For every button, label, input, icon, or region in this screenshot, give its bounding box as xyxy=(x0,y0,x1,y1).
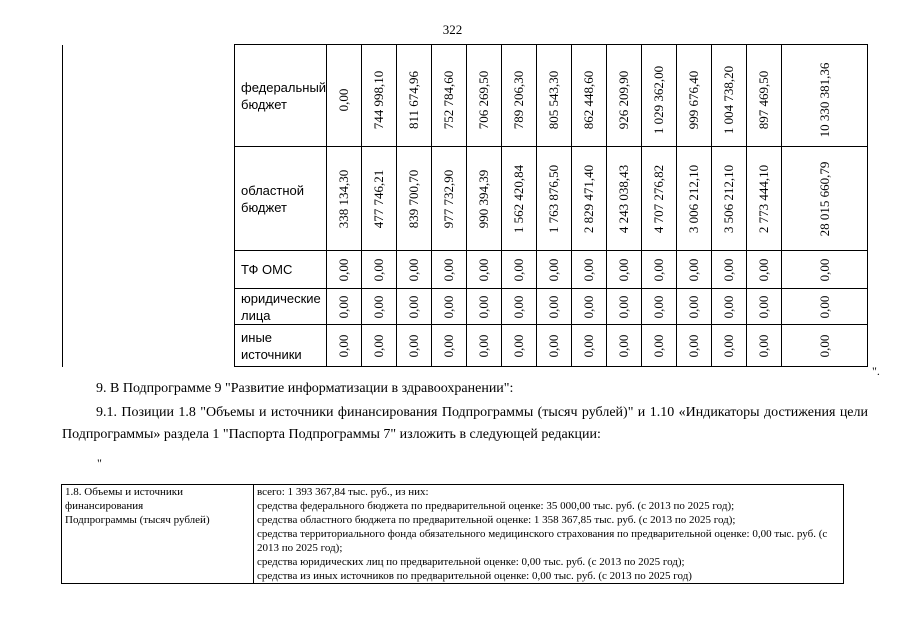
value-cell xyxy=(712,289,747,325)
source-label-line: источники xyxy=(241,346,302,362)
value-text: 990 394,39 xyxy=(476,169,492,228)
value-text: 3 506 212,10 xyxy=(721,164,737,233)
value-text: 4 243 038,43 xyxy=(616,164,632,233)
value-cell xyxy=(677,289,712,325)
value-text: 0,00 xyxy=(546,295,562,318)
passport-table xyxy=(61,484,844,584)
value-cell xyxy=(572,325,607,367)
empty-cell xyxy=(63,289,235,325)
value-text: 0,00 xyxy=(336,334,352,357)
value-cell xyxy=(642,251,677,289)
value-text: 477 746,21 xyxy=(371,169,387,228)
total-cell xyxy=(782,147,868,251)
value-cell xyxy=(502,45,537,147)
funding-row xyxy=(63,289,868,325)
value-cell xyxy=(362,147,397,251)
value-cell xyxy=(502,289,537,325)
value-text: 1 562 420,84 xyxy=(511,164,527,233)
value-text: 0,00 xyxy=(651,295,667,318)
value-text: 789 206,30 xyxy=(511,70,527,129)
empty-cell xyxy=(63,147,235,251)
source-label xyxy=(235,325,327,367)
source-label-line: лица xyxy=(241,307,271,323)
value-cell xyxy=(362,325,397,367)
value-cell xyxy=(572,289,607,325)
value-cell xyxy=(607,289,642,325)
value-cell xyxy=(362,289,397,325)
passport-line: средства федерального бюджета по предварительной оценке: 35 000,00 тыс. руб. (с 2013 по 2025 год); xyxy=(257,500,735,512)
value-cell xyxy=(327,251,362,289)
value-cell xyxy=(432,147,467,251)
value-cell xyxy=(467,45,502,147)
value-text: 897 469,50 xyxy=(756,70,772,129)
value-text: 0,00 xyxy=(721,295,737,318)
source-label xyxy=(235,251,327,289)
value-text: 0,00 xyxy=(441,258,457,281)
source-label xyxy=(235,289,327,325)
value-text: 0,00 xyxy=(616,334,632,357)
passport-line: средства из иных источников по предварительной оценке: 0,00 тыс. руб. (с 2013 по 2025 год) xyxy=(257,570,692,582)
value-text: 0,00 xyxy=(721,258,737,281)
value-text: 0,00 xyxy=(581,295,597,318)
passport-label-line: 1.8. Объемы и источники xyxy=(65,486,184,498)
value-text: 0,00 xyxy=(511,258,527,281)
value-cell xyxy=(747,325,782,367)
value-cell xyxy=(327,289,362,325)
source-label xyxy=(235,147,327,251)
value-text: 862 448,60 xyxy=(581,70,597,129)
value-text: 752 784,60 xyxy=(441,70,457,129)
value-cell xyxy=(397,147,432,251)
value-cell xyxy=(502,147,537,251)
value-text: 0,00 xyxy=(721,334,737,357)
source-label-line: бюджет xyxy=(241,96,287,112)
empty-cell xyxy=(63,45,235,147)
value-text: 1 029 362,00 xyxy=(651,65,667,134)
total-cell xyxy=(782,325,868,367)
total-text: 10 330 381,36 xyxy=(816,62,832,137)
source-label-line: федеральный xyxy=(241,79,327,95)
paragraph-subprogram-9: 9. В Подпрограмме 9 "Развитие информатизации в здравоохранении": xyxy=(96,381,514,396)
passport-line: всего: 1 393 367,84 тыс. руб., из них: xyxy=(257,486,429,498)
source-label-line: иные xyxy=(241,329,273,345)
empty-cell xyxy=(63,325,235,367)
value-cell xyxy=(747,251,782,289)
value-text: 0,00 xyxy=(651,334,667,357)
value-text: 0,00 xyxy=(476,334,492,357)
value-text: 0,00 xyxy=(371,334,387,357)
value-text: 0,00 xyxy=(476,258,492,281)
value-text: 0,00 xyxy=(581,258,597,281)
value-cell xyxy=(607,147,642,251)
value-cell xyxy=(537,289,572,325)
value-cell xyxy=(747,289,782,325)
value-cell xyxy=(397,289,432,325)
value-cell xyxy=(712,45,747,147)
value-text: 744 998,10 xyxy=(371,70,387,129)
source-label-line: областной xyxy=(241,182,305,198)
value-text: 0,00 xyxy=(616,295,632,318)
value-text: 0,00 xyxy=(546,334,562,357)
total-text: 0,00 xyxy=(816,258,832,281)
source-label xyxy=(235,45,327,147)
value-cell xyxy=(502,325,537,367)
value-text: 839 700,70 xyxy=(406,169,422,228)
value-cell xyxy=(677,147,712,251)
value-text: 0,00 xyxy=(686,334,702,357)
funding-table xyxy=(62,44,868,367)
value-cell xyxy=(327,147,362,251)
value-cell xyxy=(362,45,397,147)
paragraph-9-1: 9.1. Позиции 1.8 "Объемы и источники финансирования Подпрограммы (тысяч рублей)" и 1.10 «Индикаторы достижения цели Подпрограммы» раздела 1 "Паспорта Подпрограммы 7" изложить в следующей редакции: xyxy=(62,405,868,442)
page-number: 322 xyxy=(442,22,463,37)
value-cell xyxy=(747,45,782,147)
value-text: 1 763 876,50 xyxy=(546,164,562,233)
value-text: 0,00 xyxy=(336,258,352,281)
value-text: 3 006 212,10 xyxy=(686,164,702,233)
value-cell xyxy=(712,325,747,367)
value-cell xyxy=(712,147,747,251)
passport-label-cell xyxy=(62,485,254,584)
value-text: 1 004 738,20 xyxy=(721,65,737,134)
value-text: 0,00 xyxy=(441,334,457,357)
value-text: 926 209,90 xyxy=(616,70,632,129)
value-cell xyxy=(747,147,782,251)
value-text: 977 732,90 xyxy=(441,169,457,228)
value-cell xyxy=(607,325,642,367)
passport-line: средства юридических лиц по предварительной оценке: 0,00 тыс. руб. (с 2013 по 2025 год); xyxy=(257,556,685,568)
value-cell xyxy=(677,45,712,147)
value-cell xyxy=(502,251,537,289)
value-cell xyxy=(607,45,642,147)
value-text: 999 676,40 xyxy=(686,70,702,129)
funding-row xyxy=(63,325,868,367)
value-text: 0,00 xyxy=(756,334,772,357)
empty-cell xyxy=(63,251,235,289)
value-text: 811 674,96 xyxy=(406,70,422,129)
value-text: 0,00 xyxy=(336,88,352,111)
value-cell xyxy=(677,251,712,289)
value-text: 0,00 xyxy=(371,295,387,318)
value-cell xyxy=(397,325,432,367)
value-text: 0,00 xyxy=(476,295,492,318)
total-cell xyxy=(782,45,868,147)
value-text: 0,00 xyxy=(616,258,632,281)
total-text: 0,00 xyxy=(816,295,832,318)
opening-quote: " xyxy=(97,456,102,470)
value-text: 0,00 xyxy=(406,295,422,318)
value-cell xyxy=(642,45,677,147)
value-cell xyxy=(467,147,502,251)
value-text: 338 134,30 xyxy=(336,169,352,228)
passport-label-line: финансирования xyxy=(65,500,144,512)
value-text: 0,00 xyxy=(686,258,702,281)
value-text: 0,00 xyxy=(336,295,352,318)
value-cell xyxy=(572,45,607,147)
value-text: 2 773 444,10 xyxy=(756,164,772,233)
funding-row xyxy=(63,45,868,147)
value-text: 0,00 xyxy=(686,295,702,318)
passport-line: средства территориального фонда обязательного медицинского страхования по предварительной оценке: 0,00 тыс. руб. (с 2013 по 2025 год); xyxy=(257,528,828,554)
value-cell xyxy=(537,45,572,147)
value-cell xyxy=(712,251,747,289)
funding-row xyxy=(63,251,868,289)
funding-row xyxy=(63,147,868,251)
passport-label-line: Подпрограммы (тысяч рублей) xyxy=(65,514,210,526)
value-cell xyxy=(537,251,572,289)
value-cell xyxy=(467,289,502,325)
value-cell xyxy=(467,251,502,289)
value-text: 0,00 xyxy=(406,334,422,357)
total-cell xyxy=(782,289,868,325)
source-label-line: юридические xyxy=(241,290,321,306)
total-text: 28 015 660,79 xyxy=(816,161,832,236)
value-cell xyxy=(537,147,572,251)
value-text: 0,00 xyxy=(651,258,667,281)
value-cell xyxy=(397,251,432,289)
value-text: 805 543,30 xyxy=(546,70,562,129)
value-cell xyxy=(537,325,572,367)
value-cell xyxy=(327,45,362,147)
value-cell xyxy=(467,325,502,367)
value-text: 0,00 xyxy=(756,295,772,318)
value-text: 0,00 xyxy=(371,258,387,281)
value-cell xyxy=(432,45,467,147)
passport-value-cell xyxy=(254,485,844,584)
source-label-line: бюджет xyxy=(241,199,287,215)
value-cell xyxy=(642,147,677,251)
total-text: 0,00 xyxy=(816,334,832,357)
value-cell xyxy=(362,251,397,289)
value-cell xyxy=(327,325,362,367)
value-text: 0,00 xyxy=(441,295,457,318)
value-text: 0,00 xyxy=(581,334,597,357)
value-text: 4 707 276,82 xyxy=(651,164,667,233)
value-text: 0,00 xyxy=(756,258,772,281)
value-text: 2 829 471,40 xyxy=(581,164,597,233)
value-text: 0,00 xyxy=(546,258,562,281)
value-text: 0,00 xyxy=(511,334,527,357)
passport-row xyxy=(62,485,844,584)
value-cell xyxy=(642,289,677,325)
value-cell xyxy=(432,325,467,367)
value-cell xyxy=(642,325,677,367)
closing-quote: ". xyxy=(872,364,880,378)
passport-line: средства областного бюджета по предварительной оценке: 1 358 367,85 тыс. руб. (с 2013 по 2025 год); xyxy=(257,514,736,526)
value-cell xyxy=(572,251,607,289)
value-cell xyxy=(432,289,467,325)
value-cell xyxy=(432,251,467,289)
source-label-line: ТФ ОМС xyxy=(241,262,293,277)
value-text: 706 269,50 xyxy=(476,70,492,129)
value-cell xyxy=(572,147,607,251)
value-text: 0,00 xyxy=(406,258,422,281)
value-text: 0,00 xyxy=(511,295,527,318)
value-cell xyxy=(397,45,432,147)
value-cell xyxy=(677,325,712,367)
total-cell xyxy=(782,251,868,289)
value-cell xyxy=(607,251,642,289)
